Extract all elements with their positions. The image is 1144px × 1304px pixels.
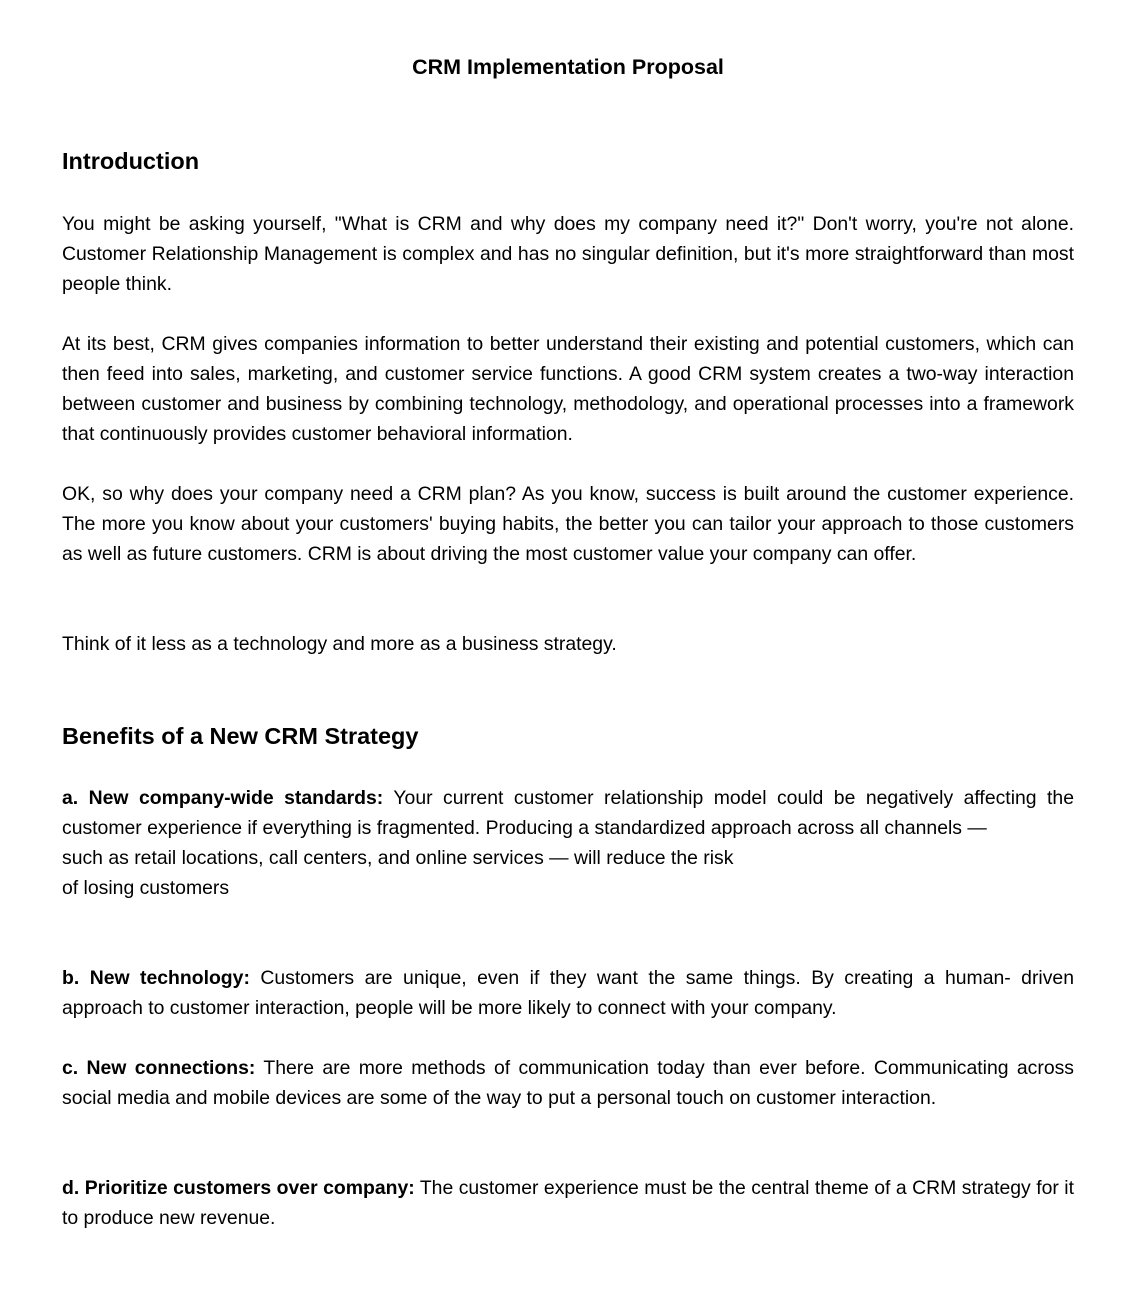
benefit-item-d	[62, 1173, 1074, 1233]
intro-paragraph-4: Think of it less as a technology and more as a business strategy.	[62, 633, 617, 655]
benefits-heading: Benefits of a New CRM Strategy	[62, 723, 419, 749]
benefit-text-b: Customers are unique, even if they want the same things. By creating a human- driven approach to customer interaction, people will be more likely to connect with your company.	[62, 967, 1074, 1019]
introduction-heading: Introduction	[62, 148, 200, 174]
benefit-item-a	[62, 783, 1074, 903]
intro-paragraph-3: OK, so why does your company need a CRM plan? As you know, success is built around the customer experience. The more you know about your customers' buying habits, the better you can tailor your approach to those customers as well as future customers. CRM is about driving the most customer value your company can offer.	[62, 483, 1074, 565]
benefit-text-d: The customer experience must be the central theme of a CRM strategy for it to produce new revenue.	[62, 1177, 1074, 1229]
benefit-label-b: b. New technology:	[62, 967, 250, 989]
intro-paragraph-2: At its best, CRM gives companies information to better understand their existing and potential customers, which can then feed into sales, marketing, and customer service functions. A good CRM system creates a two-way interaction between customer and business by combining technology, methodology, and operational processes into a framework that continuously provides customer behavioral information.	[62, 333, 1074, 445]
benefit-text-a: Your current customer relationship model could be negatively affecting the customer experience if everything is fragmented. Producing a standardized approach across all channels —	[62, 787, 1074, 839]
benefit-label-d: d. Prioritize customers over company:	[62, 1177, 415, 1199]
document-title: CRM Implementation Proposal	[412, 55, 724, 79]
benefit-label-c: c. New connections:	[62, 1057, 256, 1079]
benefit-label-a: a. New company-wide standards:	[62, 787, 384, 809]
benefit-item-b	[62, 963, 1074, 1023]
benefit-extra-line-a-1: such as retail locations, call centers, and online services — will reduce the risk	[62, 847, 734, 869]
intro-paragraph-1: You might be asking yourself, "What is CRM and why does my company need it?" Don't worry, you're not alone. Customer Relationship Management is complex and has no singular definition, but it's more straightforward than most people think.	[62, 213, 1074, 295]
benefit-text-c: There are more methods of communication today than ever before. Communicating across social media and mobile devices are some of the way to put a personal touch on customer interaction.	[62, 1057, 1074, 1109]
benefit-item-c	[62, 1053, 1074, 1113]
benefit-extra-line-a-2: of losing customers	[62, 877, 230, 899]
